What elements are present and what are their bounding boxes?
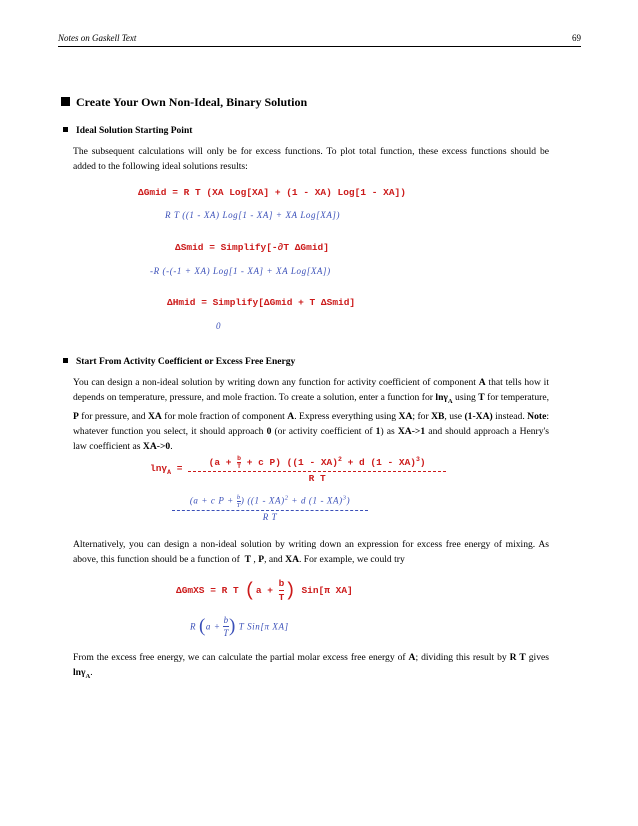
output-smid: -R (-(-1 + XA) Log[1 - XA] + XA Log[XA])	[150, 266, 331, 276]
paragraph-partial-molar: From the excess free energy, we can calculate the partial molar excess free energy of A; dividing this result by R T gives lnγ$_A$.	[73, 652, 549, 680]
paragraph-ideal: The subsequent calculations will only be for excess functions. To plot total function, these excess functions should be added to the following ideal solutions results:	[73, 146, 549, 172]
subsection-bullet-icon	[63, 127, 68, 132]
section-bullet-icon	[61, 97, 70, 106]
input-smid[interactable]: ΔSmid = Simplify[-∂T ΔGmid]	[175, 242, 329, 253]
input-hmid[interactable]: ΔHmid = Simplify[ΔGmid + T ΔSmid]	[167, 297, 356, 308]
input-lngamma[interactable]: lnγ$_A$ = (a + $\frac{b}{T}$ + c P) ((1 - XA)$^2$ + d (1 - XA)$^3$) R T	[150, 455, 446, 484]
output-gmid: R T ((1 - XA) Log[1 - XA] + XA Log[XA])	[165, 210, 341, 220]
section-heading[interactable]	[61, 95, 307, 110]
subsection-bullet-icon	[63, 358, 68, 363]
output-lngamma: (a + c P + $\frac{b}{T}$ ) ((1 - XA)$^2$ + d (1 - XA)$^3$) R T	[172, 494, 368, 522]
header-rule	[58, 46, 581, 47]
output-hmid: 0	[216, 321, 222, 331]
input-gmid[interactable]: ΔGmid = R T (XA Log[XA] + (1 - XA) Log[1 - XA])	[138, 187, 406, 198]
subsection-heading-activity[interactable]	[63, 357, 295, 367]
paragraph-activity: You can design a non-ideal solution by writing down any function for activity coefficient of component A that tells how it depends on temperature, pressure, and mole fraction. To create a solution, enter a function for lnγ$_A$ using T for temperature, P for pressure, and XA for mole fraction of component A. Express everything using XA; for XB, use (1-XA) instead. Note: whatever function you select, it should approach 0 (or activity coefficient of 1) as XA->1 and should approach a Henry's law coefficient as XA->0.	[73, 377, 550, 452]
input-gmxs[interactable]: ΔGmXS = R T (a + $\frac{b}{T}$ ) Sin[π XA]	[176, 578, 353, 603]
section-title: Create Your Own Non-Ideal, Binary Solution	[76, 95, 308, 109]
subsection-title: Ideal Solution Starting Point	[76, 126, 193, 136]
running-header: Notes on Gaskell Text	[58, 33, 137, 43]
paragraph-excess: Alternatively, you can design a non-ideal solution by writing down an expression for excess free energy of mixing. As above, this function should be a function of T , P, and XA. For example, we could try	[73, 539, 549, 565]
subsection-title: Start From Activity Coefficient or Excess Free Energy	[76, 357, 296, 367]
output-gmxs: R (a + $\frac{b}{T}$ ) T Sin[π XA]	[190, 615, 289, 638]
subsection-heading-ideal[interactable]	[63, 126, 192, 136]
page-number: 69	[572, 33, 581, 43]
